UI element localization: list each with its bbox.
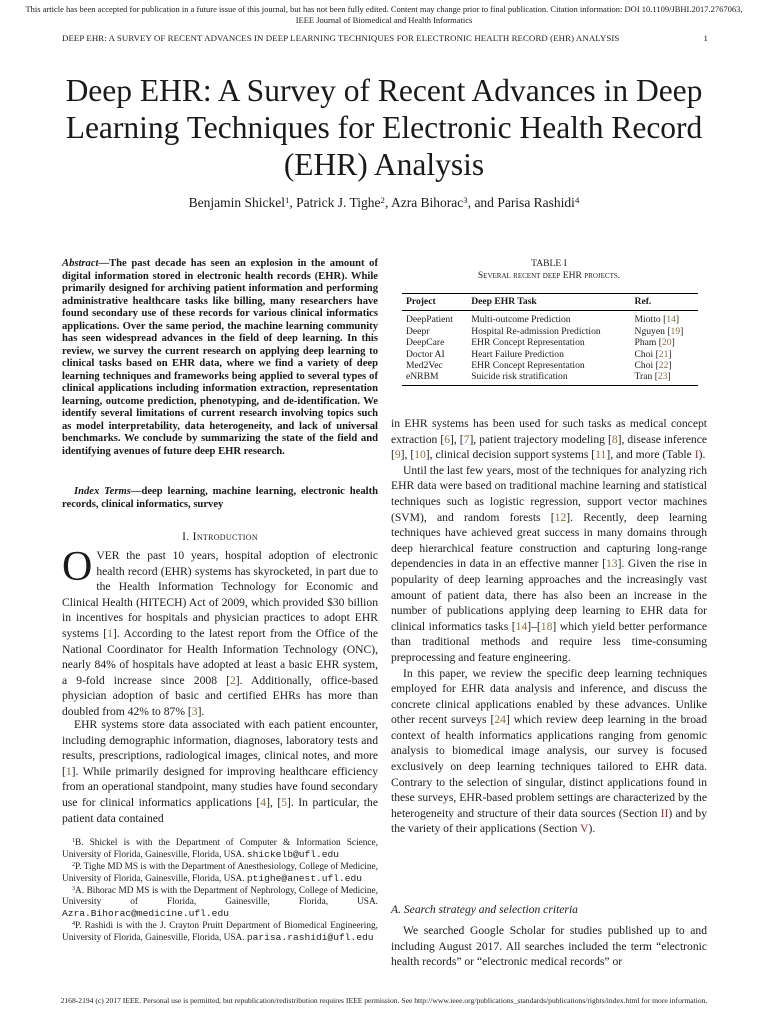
bracket: [ [655,360,659,372]
running-head-title: DEEP EHR: A SURVEY OF RECENT ADVANCES IN DEEP LEARNING TECHNIQUES FOR ELECTRONIC HEALTH RECORD (EHR) ANALYSIS [62,33,620,43]
table-body [402,311,698,385]
footnote-email: shickelb@ufl.edu [246,849,340,861]
text-run: ]. [197,704,205,718]
citation-link: 10 [414,448,426,462]
bracket: ] [675,314,680,326]
table-header-row [402,294,698,311]
cell-ref [631,326,698,337]
footnote-number: 4 [72,921,76,928]
text-run: ], clinical decision support systems [ [425,448,596,462]
footnote-text: P. Rashidi is with the J. Crayton Pruitt Department of Biomedical Engineering, University of Florida, Gainesville, Florida, USA. [62,920,378,944]
text-run: ]. Given the rise in popularity of deep learning approaches and the increasingly vast amount of patient data, there has also been an increase in the number of publications applying deep learning to EHR data for clinical informatics tasks [ [391,557,708,633]
bracket: ] [680,325,684,337]
header-task: Deep EHR Task [467,294,630,311]
citation-link: 6 [444,432,451,446]
text-run: Until the last few years, most of the techniques for analyzing rich EHR data were based on traditional machine learning and statistical techniques such as logistic regression, support vector machines (SVM), and random forests [ [391,463,707,524]
cell-project: eNRBM [402,371,467,385]
bracket: ] [668,348,672,360]
author-separator: , [384,195,391,210]
cross-reference: V [580,822,589,836]
ref-author: Tran [634,371,655,383]
cell-ref [631,371,698,385]
cell-task: EHR Concept Representation [471,337,585,349]
publication-notice: This article has been accepted for publication in a future issue of this journal, but has not been fully edited. Content may change prior to final publication. Citation information: DOI 10.1109/JBHI.2017.2767063, IEEE Journal of Biomedical and Health Informatics [25,4,743,25]
citation-link: 24 [494,713,506,727]
text-run: ], patient trajectory modeling [ [469,432,612,446]
citation-link: 4 [260,795,267,809]
text-run: ] which yield better performance than traditional methods and require less time-consuming preprocessing and feature engineering. [391,619,707,664]
subsection-heading: A. Search strategy and selection criteria [391,903,578,916]
citation-link: 2 [229,673,236,687]
intro-paragraph-1 [62,544,378,720]
citation-link: 3 [191,704,198,718]
author-list [40,195,728,211]
text-run: ). [588,822,596,836]
table-number: TABLE I [531,258,567,269]
bracket: ] [667,371,671,383]
footnote [62,886,378,921]
deep-ehr-projects-table [402,293,698,386]
footnote-email: ptighe@anest.ufl.edu [246,873,363,885]
text-run: ] which review deep learning in the broad context of health informatics applications ranging from genomic analysis to biomedical image analysis, our survey is focused exclusively on deep learning techniques tailored to EHR data. Contrary to the selection of singular, distinct applications found in these surveys, EHR-based problem settings are characterized by the heterogeneity and structure of their data sources (Section [391,713,707,820]
author-name: Parisa Rashidi [497,195,575,210]
author-name: Azra Bihorac [390,195,464,210]
author-name: Benjamin Shickel [188,195,286,210]
citation-link: 1 [65,764,72,778]
bracket: [ [654,371,658,383]
citation-link: 22 [658,360,669,372]
footnote [62,838,378,862]
cross-reference: I [694,448,699,462]
cell-task: Multi-outcome Prediction [471,314,571,326]
table-caption [391,258,707,282]
right-column-body [391,416,707,837]
text-run: ]. According to the latest report from the Office of the National Coordinator for Health Information Technology (ONC), nearly 84% of hospitals have adopted at least a basic EHR system, a 9-fold increase since 2008 [ [62,626,378,687]
author-affiliation-number: 2 [380,195,385,206]
footnote-text: A. Bihorac MD MS is with the Department of Nephrology, College of Medicine, University of Florida, Gainesville, Florida, USA. [62,885,378,908]
author-name: Patrick J. Tighe [296,195,381,210]
citation-link: 8 [611,432,618,446]
ref-author: Nguyen [634,325,668,337]
search-strategy-text: We searched Google Scholar for studies published up to and including August 2017. All searches included the term “electronic health records” or “electronic medical records” or [391,924,707,969]
text-run: ]. Recently, deep learning techniques have achieved great success in many domains through deep hierarchical feature construction and capturing long-range dependencies in data in an effective manner [ [391,510,707,571]
cell-project: Doctor AI [406,348,445,360]
citation-link: 23 [657,371,668,383]
citation-link: 19 [670,325,681,337]
intro-paragraph-1-text [62,544,378,718]
table-row [402,311,698,326]
abstract [62,258,378,458]
cell-project: DeepPatient [406,314,453,326]
footnote-number: 3 [72,885,76,892]
citation-link: 14 [515,619,528,633]
cell-project: Med2Vec [406,360,443,372]
author-affiliation-number: 1 [285,195,290,206]
text-run: ], [ [450,432,464,446]
intro-paragraph-2-text [62,717,378,826]
index-terms-label: Index Terms [74,486,131,497]
text-run: In this paper, we review the specific deep learning techniques employed for EHR data analysis and inference, and discuss the concrete clinical applications enabled by these advances. Unlike other recent surveys [ [391,666,707,727]
cell-project: Deepr [406,325,430,337]
footnote-email: parisa.rashidi@ufl.edu [246,932,374,944]
text-run: ]. While primarily designed for improving healthcare efficiency from an operational standpoint, many studies have found secondary use for clinical informatics applications [ [62,764,378,809]
section-heading-introduction [62,529,378,545]
text-run: ) and by the variety of their applications (Section [391,806,707,836]
author-affiliation-number: 4 [574,195,580,206]
text-run: the past 10 years, hospital adoption of electronic health record (EHR) systems has skyrocketed, in part due to the Health Information Technology for Economic and Clinical Health (HITECH) Act of 2009, which provided $30 billion in incentives for hospitals and physician practices to adopt EHR systems [ [62,549,378,640]
text-run: ], and more (Table [606,448,695,462]
text-run: ]. Additionally, office-based physician adoption of basic and certified EHRs has more than doubled from 42% to 87% [ [62,673,378,718]
footnote-number: 2 [72,862,76,869]
cell-task: Suicide risk stratification [467,371,630,385]
copyright-footer: 2168-2194 (c) 2017 IEEE. Personal use is permitted, but republication/redistribution requires IEEE permission. See http://www.ieee.org/publications_standards/publications/rights/index.html for more information. [60,996,708,1005]
abstract-text: —The past decade has seen an explosion in the amount of digital information stored in electronic health records (EHR). While primarily designed for archiving patient information and performing administrative healthcare tasks like billing, many researchers have found secondary use of these records for various clinical informatics applications. Over the same period, the machine learning community has seen widespread advances in the field of deep learning. In this review, we survey the current research on applying deep learning to clinical tasks based on EHR data, where we find a variety of deep learning techniques and frameworks being applied to several types of clinical applications including information extraction, representation learning, outcome prediction, phenotyping, and de-identification. We identify several limitations of current research involving topics such as model interpretability, data heterogeneity, and lack of universal benchmarks. We conclude by summarizing the state of the field and identifying avenues of future deep EHR research. [62,258,378,457]
text-run: ). [698,448,706,462]
author-separator: , [289,195,297,210]
text-run: ], disease inference [ [391,432,707,462]
text-run: ], [ [266,795,282,809]
citation-link: 7 [463,432,470,446]
header-project: Project [402,294,467,311]
intro-paragraph-2 [62,717,378,826]
citation-link: 11 [595,448,607,462]
text-run: ]–[ [527,619,541,633]
paragraph-survey-scope [391,666,707,838]
table-caption-text: Several recent deep EHR projects. [477,270,621,281]
section-number: I. [182,530,190,543]
table-row [402,349,698,360]
paragraph-continued [391,416,707,463]
text-run: ]. In particular, the patient data contained [62,795,378,825]
citation-link: 18 [540,619,553,633]
footnote [62,862,378,886]
page-number: 1 [703,33,708,43]
bracket: [ [663,314,667,326]
table-row [402,371,698,385]
cell-task: EHR Concept Representation [471,360,585,372]
citation-link: 13 [605,557,618,571]
text-run: in EHR systems has been used for such tasks as medical concept extraction [ [391,417,707,446]
ref-author: Pham [634,337,659,349]
cell-ref [631,311,698,326]
text-run: ], [ [400,448,415,462]
bracket: ] [668,360,672,372]
running-head [62,33,708,43]
ref-author: Miotto [634,314,664,326]
citation-link: 5 [281,795,288,809]
drop-cap: O [62,544,93,590]
index-terms-text: —deep learning, machine learning, electronic health records, clinical informatics, survey [62,486,378,510]
author-separator: , and [467,195,498,210]
lead-word: VER [96,549,120,562]
footnote-email: Azra.Bihorac@medicine.ufl.edu [62,908,229,920]
bracket: [ [658,337,662,349]
citation-link: 12 [554,510,567,524]
footnote-text: B. Shickel is with the Department of Computer & Information Science, University of Florida, Gainesville, Florida, USA. [62,838,378,861]
cell-ref [631,349,698,360]
cell-project: DeepCare [406,337,445,349]
index-terms [62,486,378,511]
abstract-label: Abstract [62,258,99,269]
header-ref: Ref. [631,294,698,311]
citation-link: 14 [666,314,676,326]
footnote-number: 1 [72,838,76,845]
bracket: [ [655,348,659,360]
section-title: Introduction [192,530,258,543]
footnote [62,921,378,945]
citation-link: 1 [107,626,113,640]
search-strategy-paragraph [391,923,707,970]
cell-ref [631,337,698,348]
text-run: EHR systems store data associated with each patient encounter, including demographic information, diagnoses, laboratory tests and results, prescriptions, radiological images, clinical notes, and more [ [62,718,378,778]
footnote-text: P. Tighe MD MS is with the Department of Anesthesiology, College of Medicine, University of Florida, Gainesville, Florida, USA. [62,861,378,885]
cell-task: Heart Failure Prediction [471,348,564,360]
author-affiliation-number: 3 [463,195,468,206]
ref-author: Choi [634,360,656,372]
table-row [402,337,698,348]
paragraph-traditional-methods [391,463,707,666]
cell-task: Hospital Re-admission Prediction [471,325,601,337]
cell-ref [631,360,698,371]
citation-link: 20 [662,337,672,349]
citation-link: 21 [658,348,669,360]
author-footnotes [62,838,378,945]
bracket: [ [667,325,671,337]
bracket: ] [671,337,675,349]
table-row [402,326,698,337]
paper-title: Deep EHR: A Survey of Recent Advances in Deep Learning Techniques for Electronic Health Record (EHR) Analysis [65,73,703,182]
table-row [402,360,698,371]
cross-reference: II [660,806,669,820]
ref-author: Choi [634,348,656,360]
citation-link: 9 [394,448,401,462]
